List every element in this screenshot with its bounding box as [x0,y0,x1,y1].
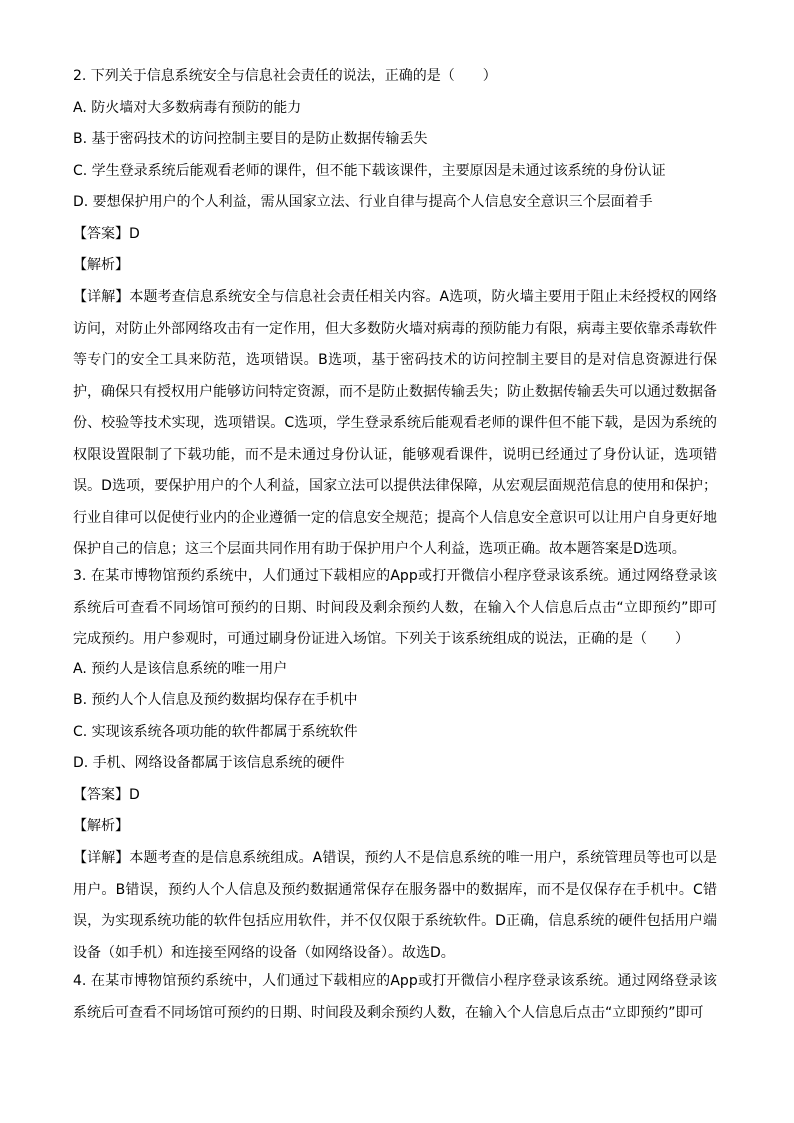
question-2-detail: 【详解】本题考查信息系统安全与信息社会责任相关内容。A选项，防火墙主要用于阻止未经授权的网络访问，对防止外部网络攻击有一定作用，但大多数防火墙对病毒的预防能力有限，病毒主要依靠杀毒软件等专门的安全工具来防范，选项错误。B选项，基于密码技术的访问控制主要目的是对信息资源进行保护，确保只有授权用户能够访问特定资源，而不是防止数据传输丢失；防止数据传输丢失可以通过数据备份、校验等技术实现，选项错误。C选项，学生登录系统后能观看老师的课件但不能下载，是因为系统的权限设置限制了下载功能，而不是未通过身份认证，能够观看课件，说明已经通过了身份认证，选项错误。D选项，要保护用户的个人利益，国家立法可以提供法律保障，从宏观层面规范信息的使用和保护；行业自律可以促使行业内的企业遵循一定的信息安全规范；提高个人信息安全意识可以让用户自身更好地保护自己的信息；这三个层面共同作用有助于保护用户个人利益，选项正确。故本题答案是D选项。 [73,289,717,557]
question-4-stem: 4. 在某市博物馆预约系统中，人们通过下载相应的App或打开微信小程序登录该系统。通过网络登录该系统后可查看不同场馆可预约的日期、时间段及剩余预约人数，在输入个人信息后点击“立即预约”即可 [73,973,717,1021]
question-3-option-c: C. 实现该系统各项功能的软件都属于系统软件 [73,724,358,740]
question-3-answer: 【答案】D [73,787,140,803]
question-3-option-a: A. 预约人是该信息系统的唯一用户 [73,661,288,677]
question-2-option-a: A. 防火墙对大多数病毒有预防的能力 [73,100,302,116]
question-3-analysis-label: 【解析】 [73,818,129,834]
question-2-option-c: C. 学生登录系统后能观看老师的课件，但不能下载该课件，主要原因是未通过该系统的身份认证 [73,163,666,179]
question-2-analysis-label: 【解析】 [73,257,129,273]
question-2-answer: 【答案】D [73,226,140,242]
question-2-option-d: D. 要想保护用户的个人利益，需从国家立法、行业自律与提高个人信息安全意识三个层面着手 [73,194,653,210]
question-3-option-b: B. 预约人个人信息及预约数据均保存在手机中 [73,692,358,708]
question-3-detail: 【详解】本题考查的是信息系统组成。A错误，预约人不是信息系统的唯一用户，系统管理员等也可以是用户。B错误，预约人个人信息及预约数据通常保存在服务器中的数据库，而不是仅保存在手机中。C错误，为实现系统功能的软件包括应用软件，并不仅仅限于系统软件。D正确，信息系统的硬件包括用户端设备（如手机）和连接至网络的设备（如网络设备）。故选D。 [73,850,717,961]
question-3-stem: 3. 在某市博物馆预约系统中，人们通过下载相应的App或打开微信小程序登录该系统。通过网络登录该系统后可查看不同场馆可预约的日期、时间段及剩余预约人数，在输入个人信息后点击“立即预约”即可完成预约。用户参观时，可通过刷身份证进入场馆。下列关于该系统组成的说法，正确的是（ ） [73,568,717,647]
question-3-option-d: D. 手机、网络设备都属于该信息系统的硬件 [73,755,345,771]
question-2-option-b: B. 基于密码技术的访问控制主要目的是防止数据传输丢失 [73,131,428,147]
question-2-stem: 2. 下列关于信息系统安全与信息社会责任的说法，正确的是（ ） [73,68,497,84]
